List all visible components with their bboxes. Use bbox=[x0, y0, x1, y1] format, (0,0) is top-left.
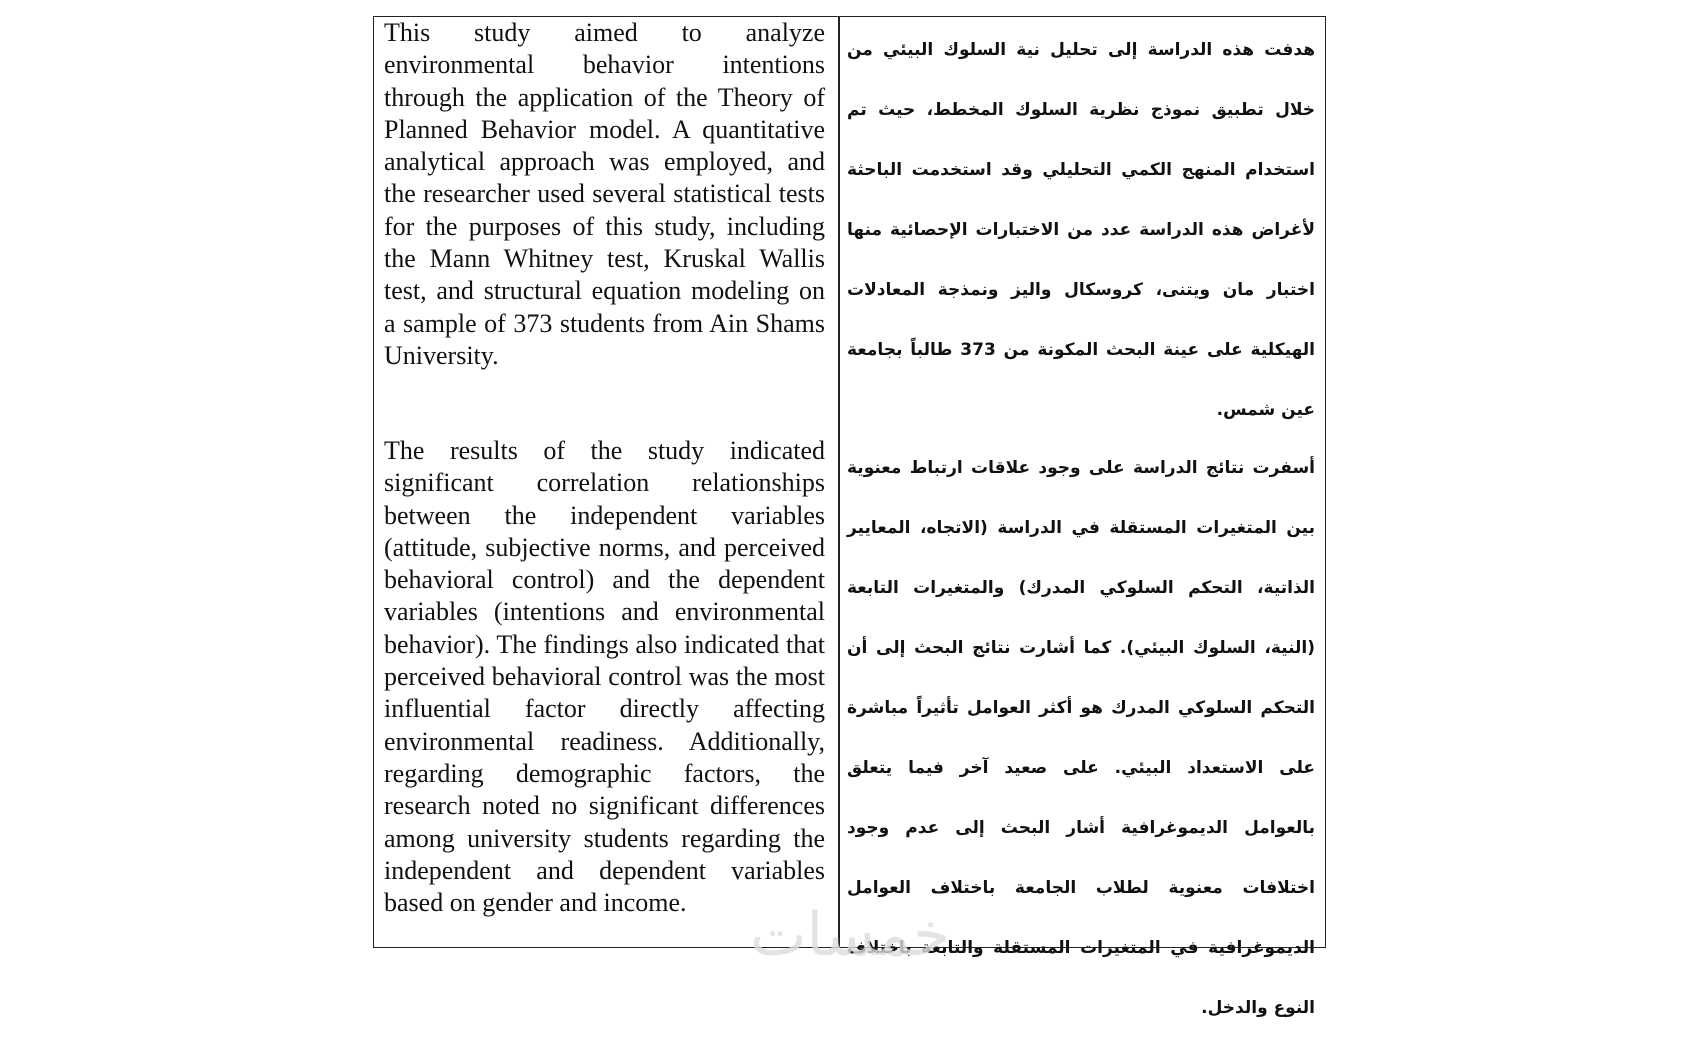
english-abstract-paragraph-1: This study aimed to analyze environmental behavior intentions through the application of the Theory of Planned Behavior model. A quantitative analytical approach was employed, and the researcher used several statistical tests for the purposes of this study, including the Mann Whitney test, Kruskal Wallis test, and structural equation modeling on a sample of 373 students from Ain Shams University. bbox=[384, 18, 825, 370]
abstract-table bbox=[373, 16, 1326, 1018]
arabic-abstract-paragraph-2: أسفرت نتائج الدراسة على وجود علاقات ارتباط معنوية بين المتغيرات المستقلة في الدراسة (الاتجاه، المعايير الذاتية، التحكم السلوكي المدرك) والمتغيرات التابعة (النية، السلوك البيئي). كما أشارت نتائج البحث إلى أن التحكم السلوكي المدرك هو أكثر العوامل تأثيراً مباشرة على الاستعداد البيئي. على صعيد آخر فيما يتعلق بالعوامل الديموغرافية أشار البحث إلى عدم وجود اختلافات معنوية لطلاب الجامعة باختلاف العوامل الديموغرافية في المتغيرات المستقلة والتابعة باختلاف النوع والدخل. bbox=[847, 458, 1315, 1018]
english-abstract-paragraph-2: The results of the study indicated significant correlation relationships between the independent variables (attitude, subjective norms, and perceived behavioral control) and the dependent variables (intentions and environmental behavior). The findings also indicated that perceived behavioral control was the most influential factor directly affecting environmental readiness. Additionally, regarding demographic factors, the research noted no significant differences among university students regarding the independent and dependent variables based on gender and income. bbox=[384, 436, 825, 918]
column-divider bbox=[838, 17, 840, 947]
arabic-abstract-paragraph-1: هدفت هذه الدراسة إلى تحليل نية السلوك البيئي من خلال تطبيق نموذج نظرية السلوك المخطط، حيث تم استخدام المنهج الكمي التحليلي وقد استخدمت الباحثة لأغراض هذه الدراسة عدد من الاختبارات الإحصائية منها اختبار مان ويتنى، كروسكال واليز ونمذجة المعادلات الهيكلية على عينة البحث المكونة من 373 طالباً بجامعة عين شمس. bbox=[847, 40, 1316, 420]
watermark-logo: خمسات bbox=[750, 900, 951, 970]
